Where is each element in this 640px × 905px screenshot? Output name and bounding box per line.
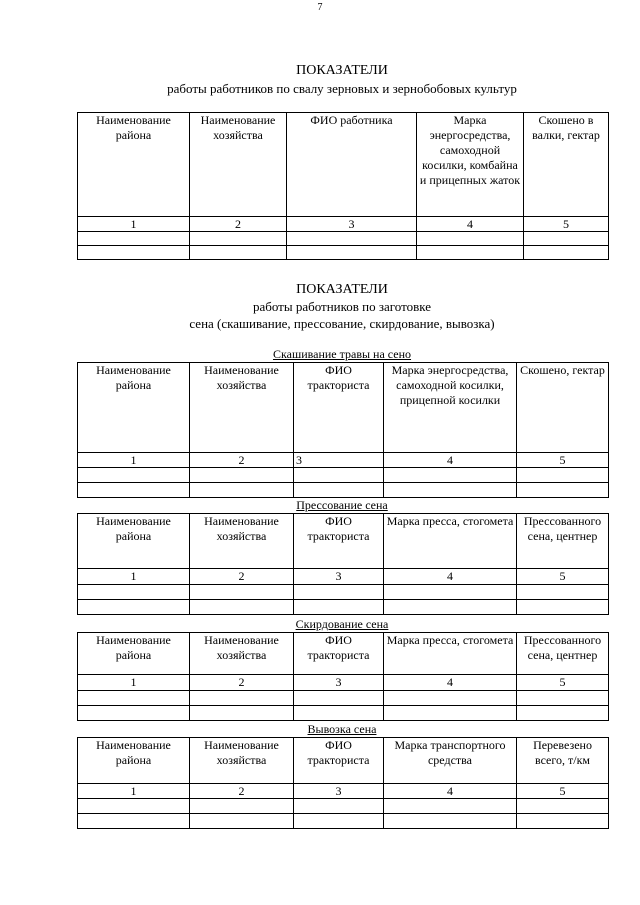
column-number: 2 <box>190 675 294 691</box>
column-number: 1 <box>78 675 190 691</box>
column-number: 1 <box>78 569 190 585</box>
header-machine-brand: Марка энергосредства, самоходной косилки, комбайна и прицепных жаток <box>417 113 524 217</box>
table-header-row <box>78 363 609 453</box>
table-row <box>78 585 609 600</box>
table-cell <box>78 246 190 260</box>
table-cell <box>287 246 417 260</box>
table-cell <box>190 246 287 260</box>
page-number: 7 <box>317 2 323 13</box>
column-number: 2 <box>190 784 294 799</box>
table-cell <box>517 600 609 615</box>
column-number: 3 <box>294 453 384 468</box>
header-press-brand: Марка пресса, стогомета <box>384 633 517 675</box>
pressing-caption: Прессование сена <box>296 498 388 512</box>
stacking-caption: Скирдование сена <box>295 617 389 631</box>
column-number: 3 <box>294 675 384 691</box>
header-district: Наименование района <box>78 514 190 569</box>
header-driver-name: ФИО тракториста <box>294 633 384 675</box>
table-header-row <box>78 514 609 569</box>
table-row <box>78 814 609 829</box>
column-number: 5 <box>524 217 609 232</box>
mowing-table <box>77 362 609 498</box>
column-number: 1 <box>78 784 190 799</box>
column-number: 3 <box>287 217 417 232</box>
header-vehicle-brand: Марка транспортного средства <box>384 738 517 784</box>
header-farm: Наименование хозяйства <box>190 514 294 569</box>
table-header-row <box>78 738 609 784</box>
header-mowed-area: Скошено, гектар <box>517 363 609 453</box>
table-cell <box>78 814 190 829</box>
table-cell <box>78 483 190 498</box>
header-farm: Наименование хозяйства <box>190 363 294 453</box>
header-district: Наименование района <box>78 633 190 675</box>
table-cell <box>384 585 517 600</box>
column-number-row <box>78 784 609 799</box>
section2-title: ПОКАЗАТЕЛИ <box>296 282 388 297</box>
table-cell <box>384 483 517 498</box>
table-cell <box>384 814 517 829</box>
table-cell <box>384 706 517 721</box>
table-cell <box>294 600 384 615</box>
column-number: 1 <box>78 217 190 232</box>
column-number: 4 <box>417 217 524 232</box>
hauling-caption: Вывозка сена <box>307 722 377 736</box>
table-cell <box>517 706 609 721</box>
section1-subtitle: работы работников по свалу зерновых и зернобобовых культур <box>167 81 517 96</box>
table-row <box>78 691 609 706</box>
table-cell <box>78 468 190 483</box>
table-cell <box>78 691 190 706</box>
table-cell <box>78 232 190 246</box>
table-cell <box>190 799 294 814</box>
header-district: Наименование района <box>78 113 190 217</box>
table-cell <box>294 468 384 483</box>
header-pressed-hay: Прессованного сена, центнер <box>517 633 609 675</box>
table-cell <box>294 814 384 829</box>
header-pressed-hay: Прессованного сена, центнер <box>517 514 609 569</box>
table-header-row <box>78 633 609 675</box>
table-row <box>78 600 609 615</box>
table-cell <box>384 691 517 706</box>
table-cell <box>517 814 609 829</box>
table-cell <box>417 246 524 260</box>
table-row <box>78 468 609 483</box>
grain-mowing-table <box>77 112 609 260</box>
header-press-brand: Марка пресса, стогомета <box>384 514 517 569</box>
table-cell <box>190 814 294 829</box>
column-number: 4 <box>384 784 517 799</box>
table-cell <box>517 585 609 600</box>
column-number: 1 <box>78 453 190 468</box>
header-district: Наименование района <box>78 738 190 784</box>
table-row <box>78 706 609 721</box>
table-cell <box>78 706 190 721</box>
header-machine-brand: Марка энергосредства, самоходной косилки, прицепной косилки <box>384 363 517 453</box>
table-cell <box>294 691 384 706</box>
table-cell <box>190 691 294 706</box>
table-row <box>78 232 609 246</box>
table-cell <box>78 600 190 615</box>
table-cell <box>190 483 294 498</box>
hauling-table <box>77 737 609 829</box>
table-cell <box>190 600 294 615</box>
mowing-caption: Скашивание травы на сено <box>272 347 412 361</box>
header-farm: Наименование хозяйства <box>190 738 294 784</box>
table-cell <box>78 585 190 600</box>
table-cell <box>294 585 384 600</box>
column-number: 5 <box>517 675 609 691</box>
table-cell <box>384 799 517 814</box>
table-cell <box>417 232 524 246</box>
column-number: 4 <box>384 453 517 468</box>
column-number: 2 <box>190 217 287 232</box>
table-cell <box>384 600 517 615</box>
column-number: 4 <box>384 569 517 585</box>
column-number: 2 <box>190 453 294 468</box>
header-farm: Наименование хозяйства <box>190 113 287 217</box>
table-cell <box>78 799 190 814</box>
column-number: 3 <box>294 569 384 585</box>
table-cell <box>517 483 609 498</box>
table-cell <box>294 799 384 814</box>
table-cell <box>190 232 287 246</box>
table-cell <box>524 232 609 246</box>
column-number: 5 <box>517 569 609 585</box>
column-number: 2 <box>190 569 294 585</box>
header-driver-name: ФИО тракториста <box>294 514 384 569</box>
header-driver-name: ФИО тракториста <box>294 738 384 784</box>
column-number-row <box>78 675 609 691</box>
header-district: Наименование района <box>78 363 190 453</box>
header-transported-total: Перевезено всего, т/км <box>517 738 609 784</box>
column-number: 4 <box>384 675 517 691</box>
table-cell <box>190 468 294 483</box>
table-cell <box>517 799 609 814</box>
table-cell <box>294 483 384 498</box>
table-cell <box>287 232 417 246</box>
table-row <box>78 799 609 814</box>
section1-title: ПОКАЗАТЕЛИ <box>296 63 388 78</box>
column-number: 5 <box>517 784 609 799</box>
table-cell <box>294 706 384 721</box>
table-cell <box>524 246 609 260</box>
column-number-row <box>78 569 609 585</box>
section2-subtitle-line2: сена (скашивание, прессование, скирдование, вывозка) <box>189 316 495 331</box>
table-cell <box>190 585 294 600</box>
column-number: 3 <box>294 784 384 799</box>
header-driver-name: ФИО тракториста <box>294 363 384 453</box>
table-cell <box>517 468 609 483</box>
header-worker-name: ФИО работника <box>287 113 417 217</box>
header-mowed-area: Скошено в валки, гектар <box>524 113 609 217</box>
column-number: 5 <box>517 453 609 468</box>
table-cell <box>517 691 609 706</box>
table-row <box>78 246 609 260</box>
column-number-row <box>78 217 609 232</box>
section2-subtitle-line1: работы работников по заготовке <box>252 299 432 314</box>
table-cell <box>190 706 294 721</box>
header-farm: Наименование хозяйства <box>190 633 294 675</box>
column-number-row <box>78 453 609 468</box>
table-cell <box>384 468 517 483</box>
table-header-row <box>78 113 609 217</box>
pressing-table <box>77 513 609 615</box>
stacking-table <box>77 632 609 721</box>
table-row <box>78 483 609 498</box>
